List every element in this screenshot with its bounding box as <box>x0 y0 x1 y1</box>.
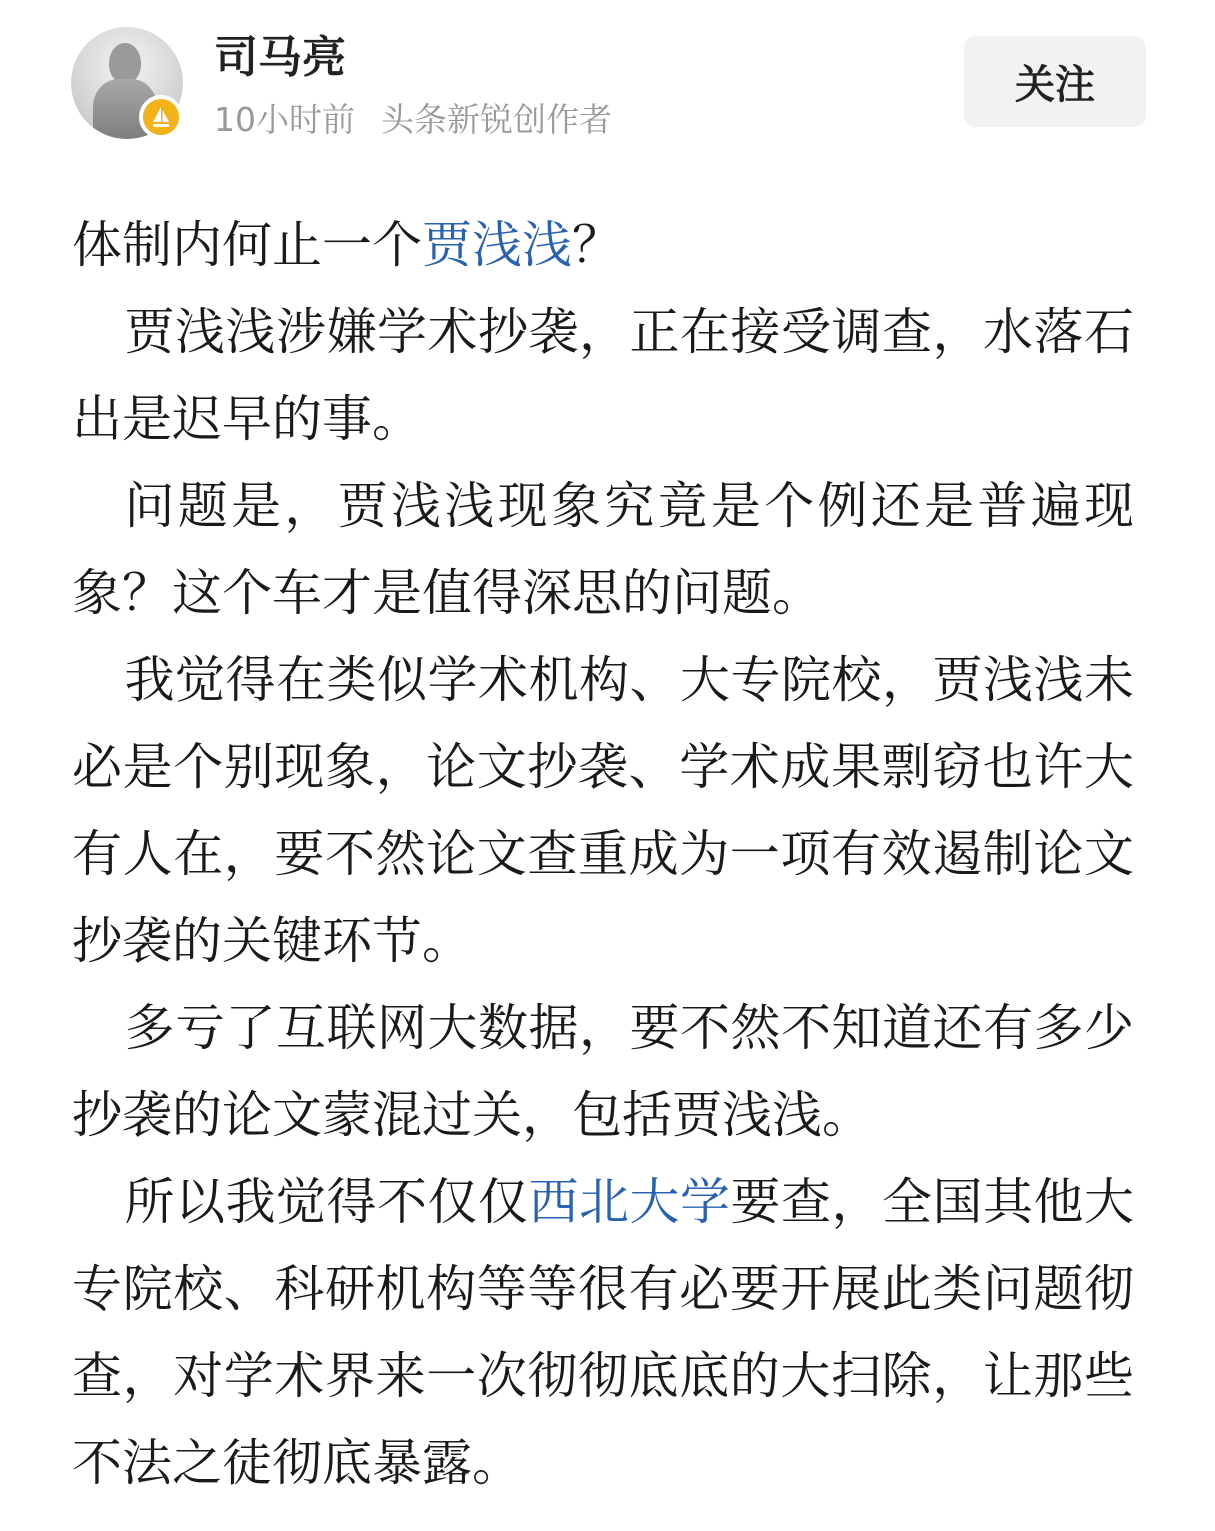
article-title <box>72 201 1134 289</box>
title-punct: ？ <box>572 216 622 274</box>
paragraph: 贾浅浅涉嫌学术抄袭，正在接受调查，水落石出是迟早的事。 <box>72 303 1134 448</box>
title-link[interactable]: 贾浅浅 <box>422 216 572 274</box>
university-link[interactable]: 西北大学 <box>528 1173 731 1231</box>
avatar-statue-head <box>109 43 141 83</box>
paragraph: 我觉得在类似学术机构、大专院校，贾浅浅未必是个别现象，论文抄袭、学术成果剽窃也许大有人在，要不然论文查重成为一项有效遏制论文抄袭的关键环节。 <box>72 651 1134 970</box>
paragraph-last <box>72 1159 1134 1507</box>
title-text: 体制内何止一个 <box>72 216 422 274</box>
post-header <box>0 0 1215 170</box>
author-tag: 头条新锐创作者 <box>381 100 612 139</box>
paragraph: 多亏了互联网大数据，要不然不知道还有多少抄袭的论文蒙混过关，包括贾浅浅。 <box>72 999 1134 1144</box>
article-body <box>72 201 1134 1507</box>
sailboat-icon <box>139 95 183 139</box>
paragraph-text: 所以我觉得不仅仅 <box>124 1173 529 1231</box>
post-meta <box>214 98 612 142</box>
follow-button[interactable]: 关注 <box>964 36 1146 127</box>
paragraph-text: 要查，全国其他大专院校、科研机构等等很有必要开展此类问题彻查，对学术界来一次彻彻底底的大扫除，让那些不法之徒彻底暴露。 <box>72 1173 1134 1492</box>
paragraph: 问题是，贾浅浅现象究竟是个例还是普遍现象？这个车才是值得深思的问题。 <box>72 477 1134 622</box>
author-name[interactable]: 司马亮 <box>214 32 346 83</box>
post-time: 10小时前 <box>214 100 355 139</box>
